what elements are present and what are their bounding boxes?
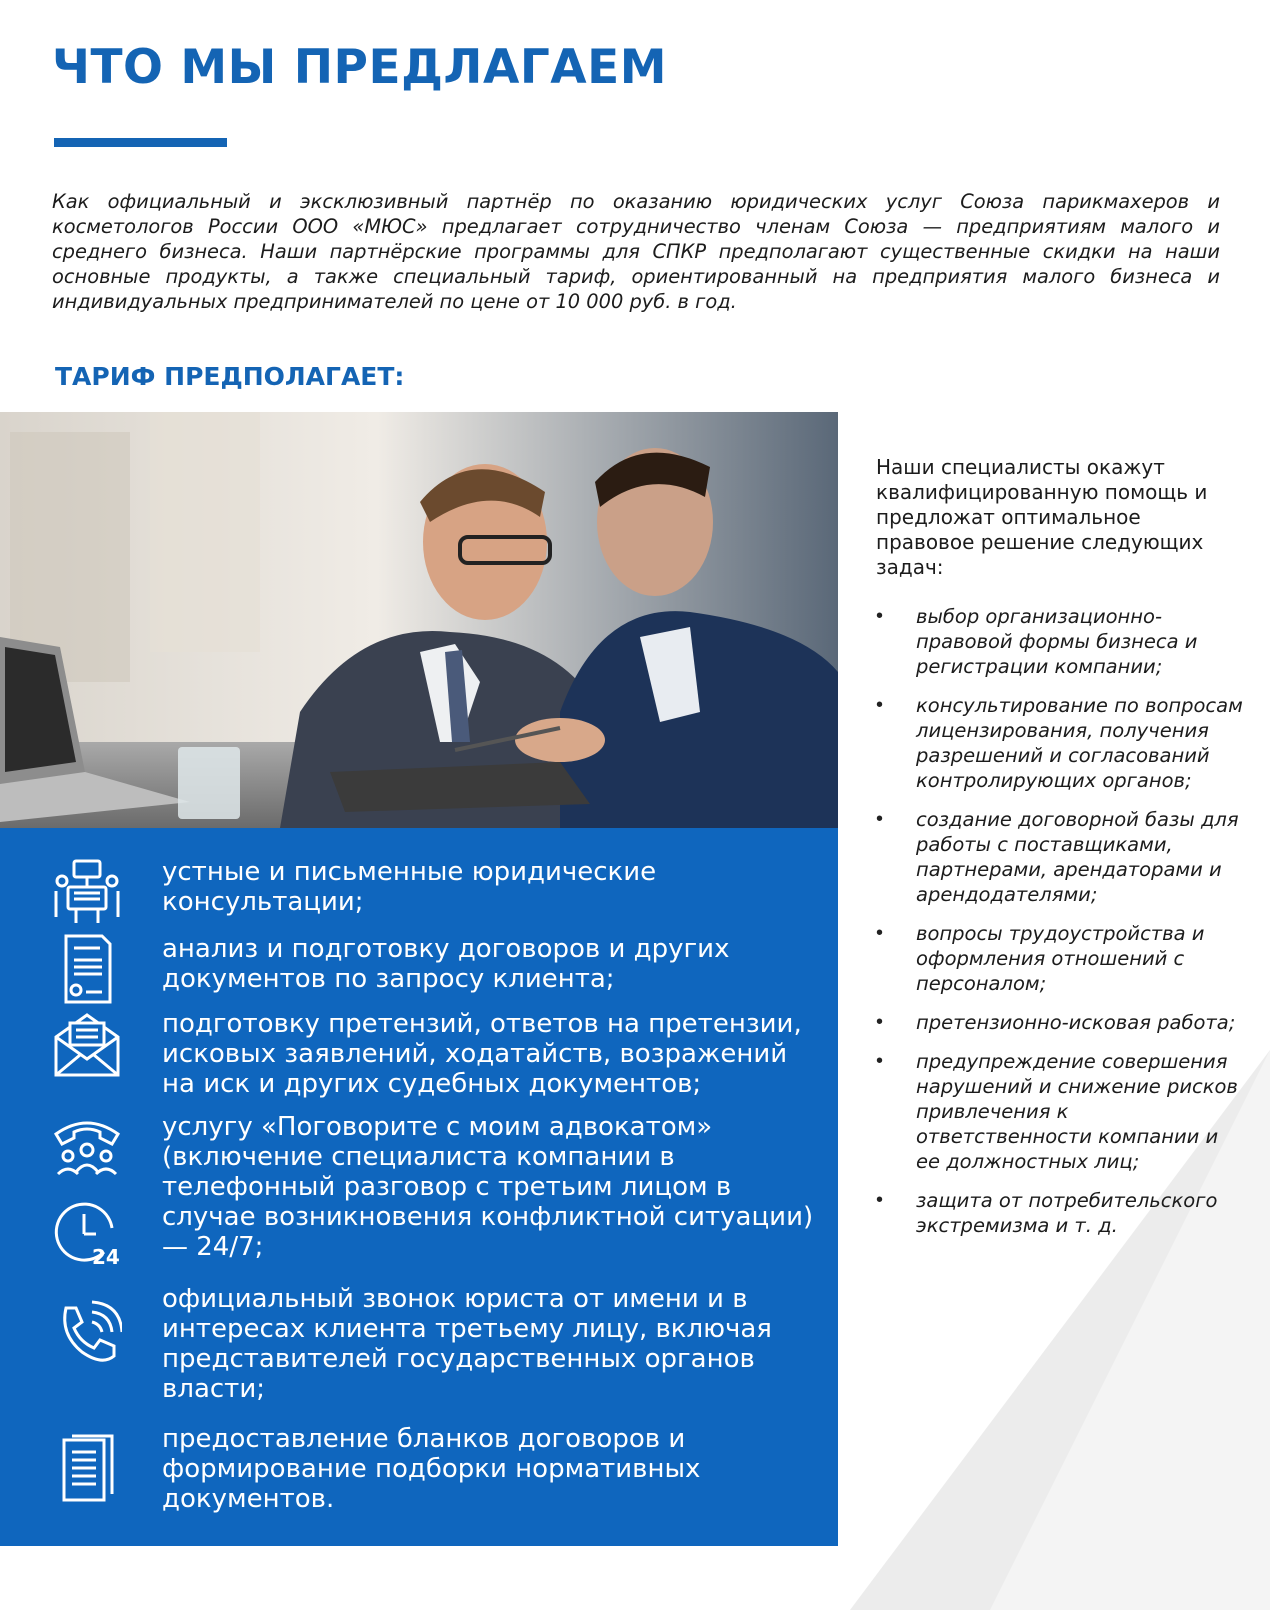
meeting-icon	[52, 857, 122, 927]
list-item-text: создание договорной базы для работы с поставщиками, партнерами, арендаторами и арендодателями;	[916, 808, 1239, 906]
list-item	[876, 807, 1246, 907]
service-text: официальный звонок юриста от имени и в интересах клиента третьему лицу, включая представителей государственных органов власти;	[162, 1284, 772, 1404]
tariff-heading: ТАРИФ ПРЕДПОЛАГАЕТ:	[55, 362, 405, 391]
page-title: ЧТО МЫ ПРЕДЛАГАЕМ	[52, 40, 668, 95]
list-item-text: выбор организационно-правовой формы бизнеса и регистрации компании;	[916, 605, 1198, 678]
list-item	[876, 921, 1246, 996]
phone-conference-icon	[52, 1112, 122, 1182]
list-item-text: вопросы трудоустройства и оформления отношений с персоналом;	[916, 922, 1205, 995]
bullet: •	[876, 605, 884, 627]
services-panel	[0, 828, 838, 1546]
list-item-text: консультирование по вопросам лицензирования, получения разрешений и согласований контролирующих органов;	[916, 694, 1243, 792]
forms-icon	[52, 1434, 122, 1504]
business-photo	[0, 412, 838, 828]
service-text: устные и письменные юридические консультации;	[162, 857, 657, 917]
bullet: •	[876, 1050, 884, 1072]
document-icon	[52, 934, 122, 1004]
list-item	[876, 1188, 1246, 1238]
service-text: анализ и подготовку договоров и других документов по запросу клиента;	[162, 934, 730, 994]
envelope-icon	[52, 1009, 122, 1079]
phone-call-icon	[52, 1300, 122, 1370]
title-underline	[54, 138, 227, 147]
bullet: •	[876, 922, 884, 944]
bullet: •	[876, 808, 884, 830]
list-item	[876, 604, 1246, 679]
service-text: подготовку претензий, ответов на претензии, исковых заявлений, ходатайств, возражений на иск и других судебных документов;	[162, 1009, 802, 1099]
list-item	[876, 1010, 1246, 1035]
specialists-intro: Наши специалисты окажут квалифицированную помощь и предложат оптимальное правовое решение следующих задач:	[876, 455, 1208, 579]
service-text: предоставление бланков договоров и формирование подборки нормативных документов.	[162, 1424, 701, 1514]
clock-24-icon	[52, 1198, 122, 1268]
intro-paragraph: Как официальный и эксклюзивный партнёр по оказанию юридических услуг Союза парикмахеров и косметологов России ООО «МЮС» предлагает сотрудничество членам Союза — предприятиям малого и среднего бизнеса. Наши партнёрские программы для СПКР предполагают существенные скидки на наши основные продукты, а также специальный тариф, ориентированный на предприятия малого бизнеса и индивидуальных предпринимателей по цене от 10 000 руб. в год.	[52, 190, 1220, 313]
list-item	[876, 1049, 1246, 1174]
list-item-text: претензионно-исковая работа;	[916, 1011, 1236, 1034]
tasks-list	[876, 604, 1246, 1252]
list-item-text: защита от потребительского экстремизма и т. д.	[916, 1189, 1218, 1237]
service-text: услугу «Поговорите с моим адвокатом» (включение специалиста компании в телефонный разговор с третьим лицом в случае возникновения конфликтной ситуации) — 24/7;	[162, 1112, 814, 1262]
bullet: •	[876, 1189, 884, 1211]
bullet: •	[876, 694, 884, 716]
list-item-text: предупреждение совершения нарушений и снижение рисков привлечения к ответственности компании и ее должностных лиц;	[916, 1050, 1238, 1173]
bullet: •	[876, 1011, 884, 1033]
svg-text:24: 24	[92, 1245, 120, 1268]
list-item	[876, 693, 1246, 793]
